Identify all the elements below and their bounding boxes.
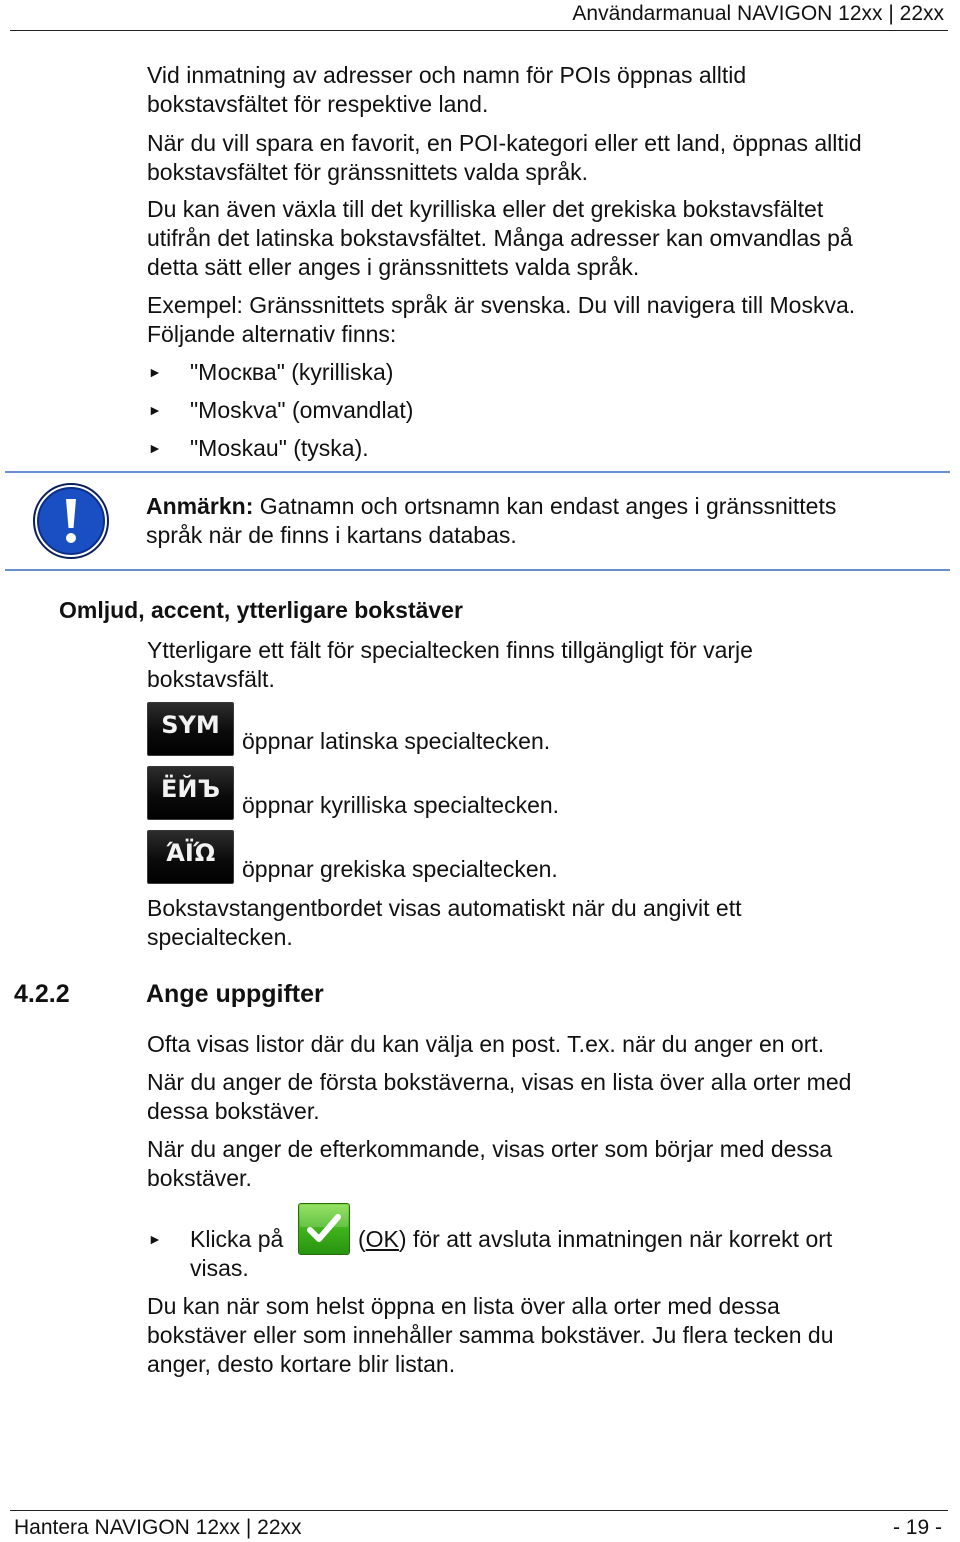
text-line: Ytterligare ett fält för specialtecken finns tillgängligt för varje [147, 637, 753, 663]
intro-paragraph-4 [147, 291, 937, 349]
header-divider [10, 30, 948, 31]
text-line: Exempel: Gränssnittets språk är svenska. Du vill navigera till Moskva. [147, 292, 856, 318]
text-line: När du anger de första bokstäverna, visas en lista över alla orter med [147, 1069, 852, 1095]
key-description: öppnar grekiska specialtecken. [242, 856, 558, 882]
ok-link[interactable]: OK [365, 1226, 399, 1252]
text-line: utifrån det latinska bokstavsfältet. Många adresser kan omvandlas på [147, 225, 853, 251]
text-line: bokstavsfält. [147, 666, 275, 692]
note-line-1-text: Gatnamn och ortsnamn kan endast anges i gränssnittets [253, 493, 837, 519]
key-description: öppnar latinska specialtecken. [242, 728, 551, 754]
section-number: 4.2.2 [14, 980, 70, 1008]
cyrillic-key-button[interactable] [147, 766, 234, 820]
text-line: Följande alternativ finns: [147, 321, 397, 347]
note-line-1 [146, 492, 926, 521]
text-line: bokstäver eller som innehåller samma bokstäver. Ju flera tecken du [147, 1322, 834, 1348]
section-paragraph-3 [147, 1135, 937, 1193]
note-label: Anmärkn: [146, 493, 254, 519]
section-paragraph-2 [147, 1068, 937, 1126]
footer-title: Hantera NAVIGON 12xx | 22xx [14, 1516, 302, 1539]
footer-divider [10, 1510, 948, 1511]
step-text-line2: visas. [190, 1255, 249, 1281]
text-line: anger, desto kortare blir listan. [147, 1351, 456, 1377]
sym-key-button[interactable] [147, 702, 234, 756]
step-text-before: Klicka på [190, 1226, 284, 1252]
key-description: öppnar kyrilliska specialtecken. [242, 792, 560, 818]
subheading: Omljud, accent, ytterligare bokstäver [59, 597, 463, 623]
text-line: När du anger de efterkommande, visas orter som börjar med dessa [147, 1136, 833, 1162]
text-line: bokstavsfältet för gränssnittets valda språk. [147, 159, 589, 185]
note-top-rule [5, 471, 950, 473]
step-text-after-line: (OK) för att avsluta inmatningen när korrekt ort [358, 1226, 833, 1252]
checkmark-icon[interactable] [298, 1203, 350, 1255]
special-intro [147, 636, 937, 694]
text-line: bokstavsfältet för respektive land. [147, 91, 489, 117]
section-title: Ange uppgifter [146, 980, 324, 1008]
key-label: ΆΪΏ [165, 839, 216, 867]
arrow-bullet-icon: ► [148, 440, 162, 456]
step-text-after: för att avsluta inmatningen när korrekt ort [406, 1226, 833, 1252]
section-paragraph-4 [147, 1292, 937, 1379]
greek-key-button[interactable] [147, 830, 234, 884]
text-line: När du vill spara en favorit, en POI-kategori eller ett land, öppnas alltid [147, 130, 862, 156]
arrow-bullet-icon: ► [148, 1231, 162, 1247]
intro-paragraph-3 [147, 195, 937, 282]
list-item-text: "Moskva" (omvandlat) [190, 397, 414, 423]
text-line: Ofta visas listor där du kan välja en post. T.ex. när du anger en ort. [147, 1031, 825, 1057]
text-line: Bokstavstangentbordet visas automatiskt när du angivit ett [147, 895, 742, 921]
note-line-2: språk när de finns i kartans databas. [146, 522, 517, 548]
text-line: detta sätt eller anges i gränssnittets valda språk. [147, 254, 640, 280]
note-bottom-rule [5, 569, 950, 571]
intro-paragraph-1 [147, 61, 937, 119]
text-line: Du kan även växla till det kyrilliska eller det grekiska bokstavsfältet [147, 196, 824, 222]
header-title: Användarmanual NAVIGON 12xx | 22xx [572, 2, 944, 25]
text-line: Du kan när som helst öppna en lista över alla orter med dessa [147, 1293, 780, 1319]
note-text [146, 492, 926, 550]
arrow-bullet-icon: ► [148, 402, 162, 418]
special-outro [147, 894, 937, 952]
page-number: - 19 - [892, 1516, 942, 1539]
intro-paragraph-2 [147, 129, 937, 187]
text-line: bokstäver. [147, 1165, 252, 1191]
exclamation-icon [32, 482, 110, 560]
text-line: Vid inmatning av adresser och namn för POIs öppnas alltid [147, 62, 747, 88]
list-item-text: "Moskau" (tyska). [190, 435, 369, 461]
key-label: SYM [161, 711, 220, 739]
list-item-text: "Москва" (kyrilliska) [190, 359, 394, 385]
text-line: specialtecken. [147, 924, 293, 950]
key-label: ЁЙЪ [160, 775, 221, 803]
text-line: dessa bokstäver. [147, 1098, 320, 1124]
arrow-bullet-icon: ► [148, 364, 162, 380]
section-paragraph-1 [147, 1030, 937, 1059]
